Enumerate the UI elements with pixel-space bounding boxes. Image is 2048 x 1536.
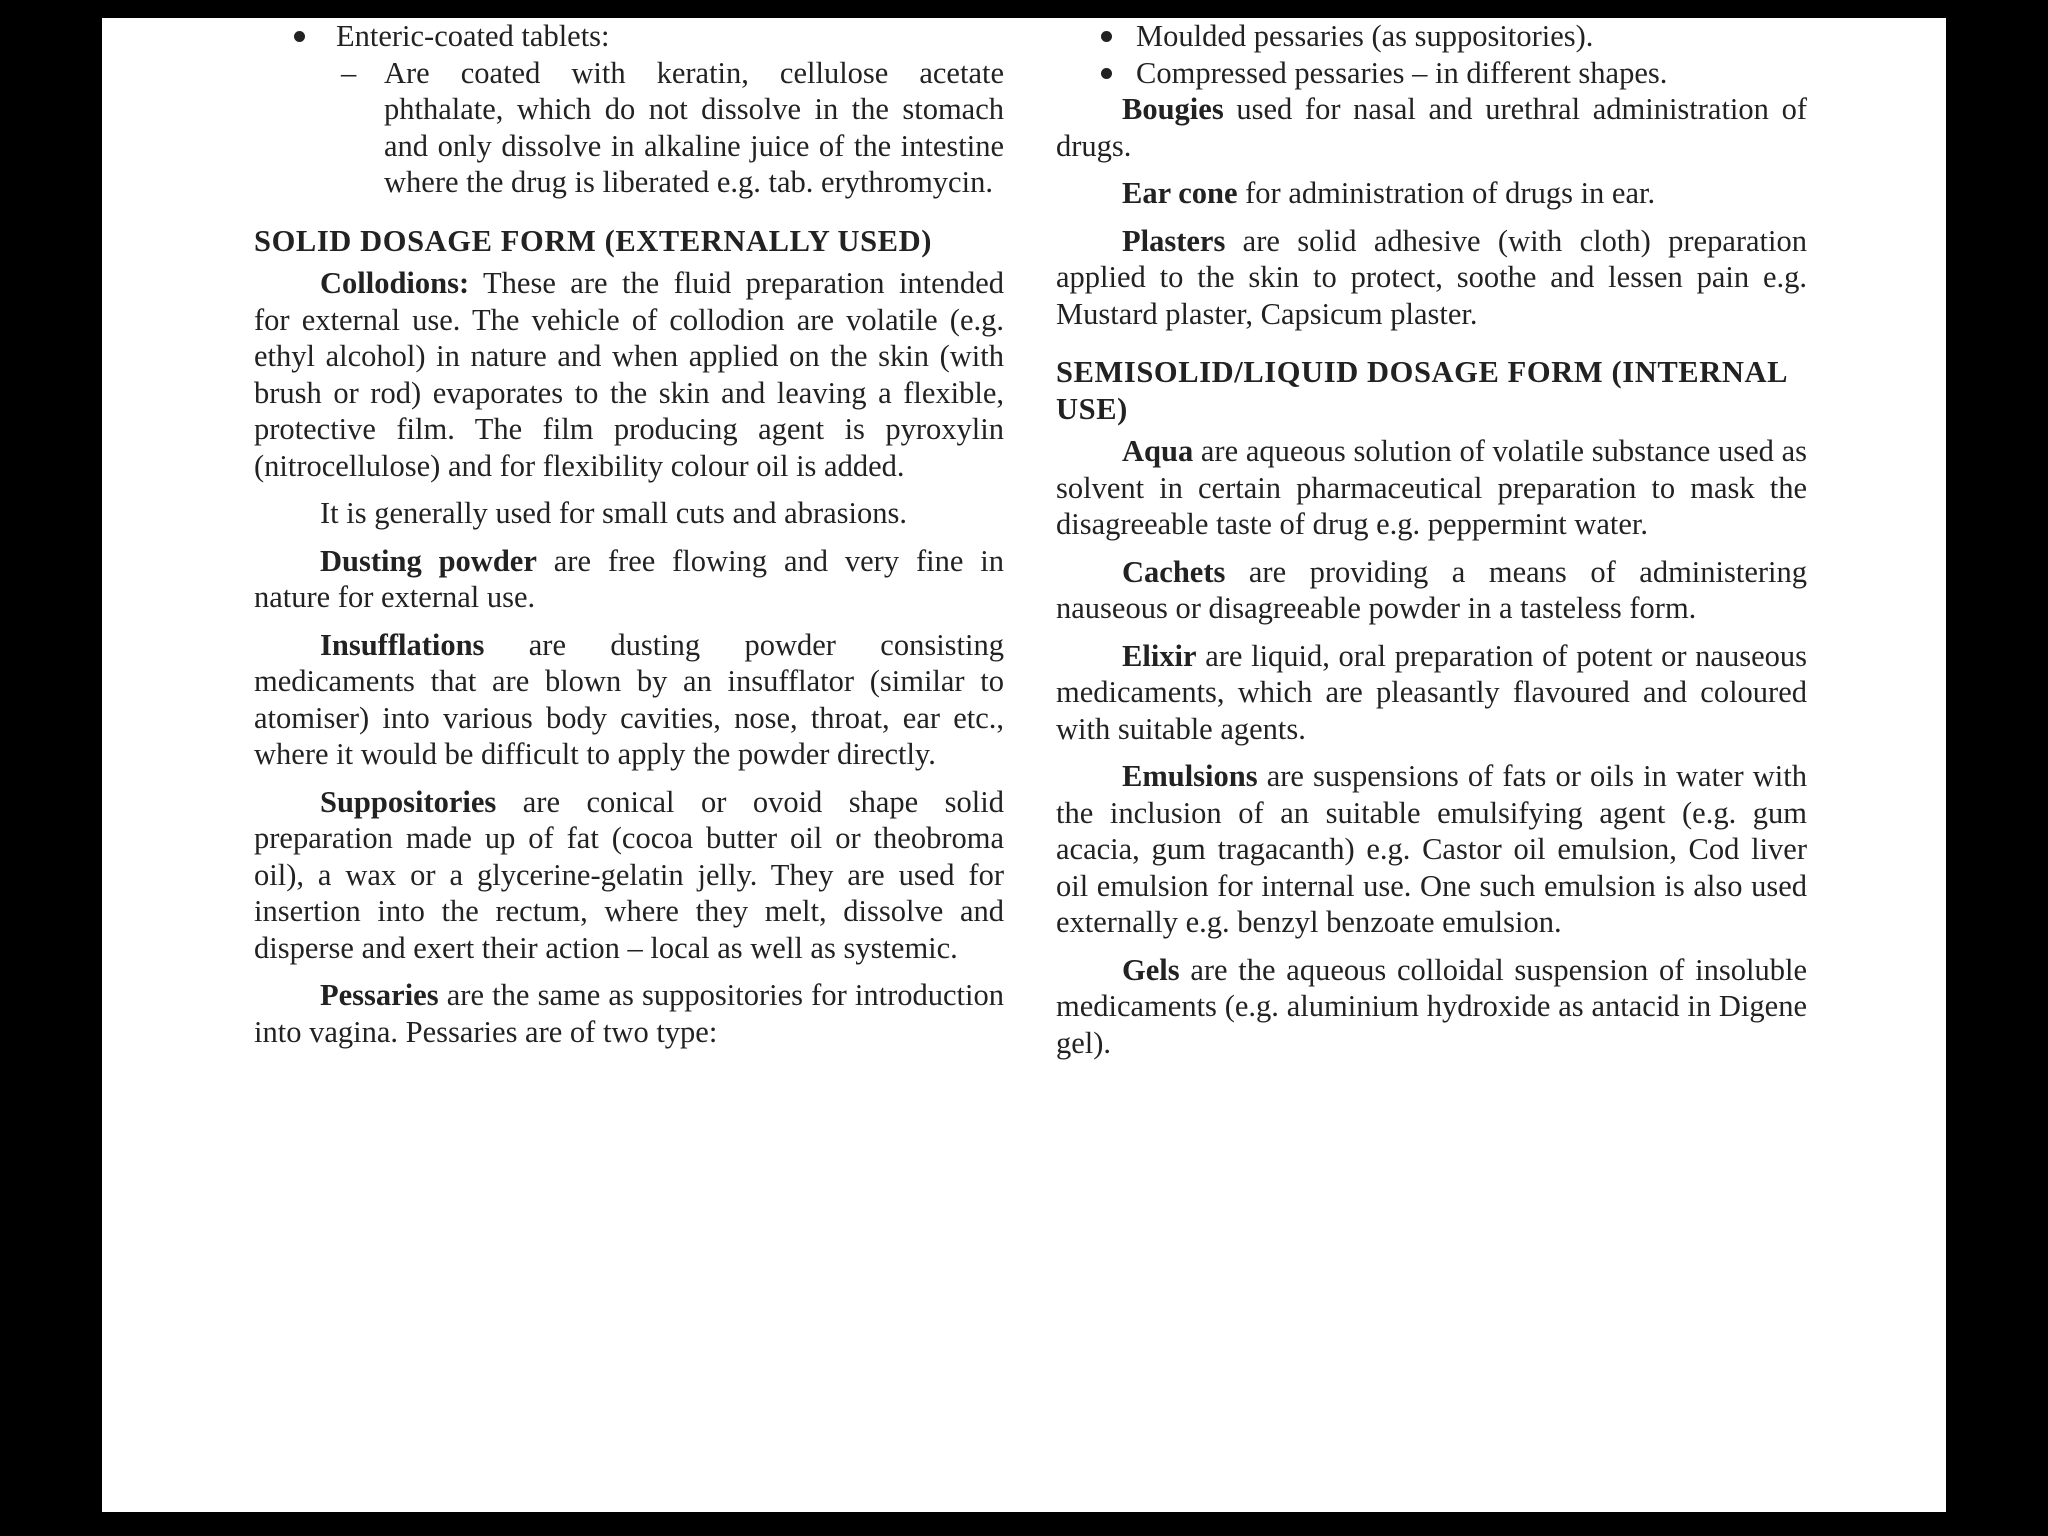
moulded-pessaries-text: Moulded pessaries (as suppositories). — [1136, 19, 1594, 53]
aqua-text: are aqueous solution of volatile substance used as solvent in certain pharmaceutical preparation to mask the disagreeable taste of drug e.g. peppermint water. — [1056, 434, 1807, 541]
aqua-paragraph — [1056, 433, 1807, 543]
pessaries-paragraph — [254, 977, 1004, 1050]
gels-paragraph — [1056, 952, 1807, 1062]
elixir-paragraph — [1056, 638, 1807, 748]
pessaries-term: Pessaries — [320, 978, 439, 1012]
collodions-paragraph — [254, 265, 1004, 484]
ear-cone-paragraph — [1056, 175, 1807, 212]
insufflations-term: Insufflations — [320, 627, 485, 662]
suppositories-paragraph — [254, 784, 1004, 967]
dusting-powder-paragraph — [254, 543, 1004, 616]
dash-mark: – — [341, 55, 357, 90]
section-heading-external: SOLID DOSAGE FORM (EXTERNALLY USED) — [254, 223, 932, 258]
pessary-type-item — [1056, 55, 1807, 92]
emulsions-term: Emulsions — [1122, 759, 1258, 793]
gels-text: are the aqueous colloidal suspension of insoluble medicaments (e.g. aluminium hydroxide as antacid in Digene gel). — [1056, 952, 1807, 1060]
cachets-text: are providing a means of administering nauseous or disagreeable powder in a tasteless form. — [1056, 554, 1807, 625]
bougies-text: used for nasal and urethral administration of drugs. — [1056, 92, 1807, 163]
plasters-term: Plasters — [1122, 223, 1226, 258]
enteric-bullet-text: Enteric-coated tablets: — [336, 19, 610, 53]
section-heading-internal: SEMISOLID/LIQUID DOSAGE FORM (INTERNAL USE) — [1056, 355, 1787, 426]
enteric-detail-text: Are coated with keratin, cellulose acetate phthalate, which do not dissolve in the stomach and only dissolve in alkaline juice of the intestine where the drug is liberated e.g. tab. erythromycin. — [384, 55, 1004, 199]
insufflations-paragraph — [254, 627, 1004, 773]
plasters-paragraph — [1056, 223, 1807, 333]
document-page — [102, 18, 1946, 1512]
suppositories-text: are conical or ovoid shape solid preparation made up of fat (cocoa butter oil or theobroma oil), a wax or a glycerine-gelatin jelly. They are used for insertion into the rectum, where they melt, dissolve and disperse and exert their action – local as well as systemic. — [254, 784, 1004, 965]
cachets-paragraph — [1056, 554, 1807, 627]
bougies-paragraph — [1056, 91, 1807, 164]
dusting-powder-text: are free flowing and very fine in nature for external use. — [254, 543, 1004, 614]
elixir-term: Elixir — [1122, 638, 1197, 673]
elixir-text: are liquid, oral preparation of potent or nauseous medicaments, which are pleasantly flavoured and coloured with suitable agents. — [1056, 638, 1807, 746]
enteric-detail — [254, 55, 1004, 201]
dusting-powder-term: Dusting powder — [320, 543, 537, 578]
collodions-use-paragraph: It is generally used for small cuts and abrasions. — [320, 496, 907, 530]
cachets-term: Cachets — [1122, 554, 1226, 589]
left-column — [254, 18, 1004, 1061]
collodions-term: Collodions: — [320, 266, 470, 300]
pessary-types-list — [1056, 18, 1807, 91]
compressed-pessaries-text: Compressed pessaries – in different shapes. — [1136, 55, 1668, 90]
enteric-bullet-item — [254, 18, 1004, 55]
gels-term: Gels — [1122, 952, 1180, 987]
suppositories-term: Suppositories — [320, 784, 497, 819]
bougies-term: Bougies — [1122, 92, 1224, 126]
ear-cone-text: for administration of drugs in ear. — [1237, 176, 1656, 210]
collodions-text: These are the fluid preparation intended for external use. The vehicle of collodion are volatile (e.g. ethyl alcohol) in nature and when applied on the skin (with brush or rod) evaporates to the skin and leaving a flexible, protective film. The film producing agent is pyroxylin (nitrocellulose) and for flexibility colour oil is added. — [254, 266, 1004, 483]
emulsions-text: are suspensions of fats or oils in water with the inclusion of an suitable emulsifying agent (e.g. gum acacia, gum tragacanth) e.g. Castor oil emulsion, Cod liver oil emulsion for internal use. One such emulsion is also used externally e.g. benzyl benzoate emulsion. — [1056, 759, 1807, 939]
pessary-type-item — [1056, 18, 1807, 55]
aqua-term: Aqua — [1122, 434, 1194, 468]
bullet-dot-icon — [1101, 31, 1112, 42]
pessaries-text: are the same as suppositories for introduction into vagina. Pessaries are of two type: — [254, 978, 1004, 1049]
emulsions-paragraph — [1056, 758, 1807, 941]
ear-cone-term: Ear cone — [1122, 176, 1238, 210]
insufflations-text: are dusting powder consisting medicaments that are blown by an insufflator (similar to atomiser) into various body cavities, nose, throat, ear etc., where it would be difficult to apply the powder directly. — [254, 627, 1004, 771]
plasters-text: are solid adhesive (with cloth) preparation applied to the skin to protect, soothe and lessen pain e.g. Mustard plaster, Capsicum plaster. — [1056, 223, 1807, 331]
bullet-dot-icon — [294, 31, 305, 42]
right-column — [1056, 18, 1807, 1072]
bullet-dot-icon — [1101, 68, 1112, 79]
enteric-list — [254, 18, 1004, 55]
